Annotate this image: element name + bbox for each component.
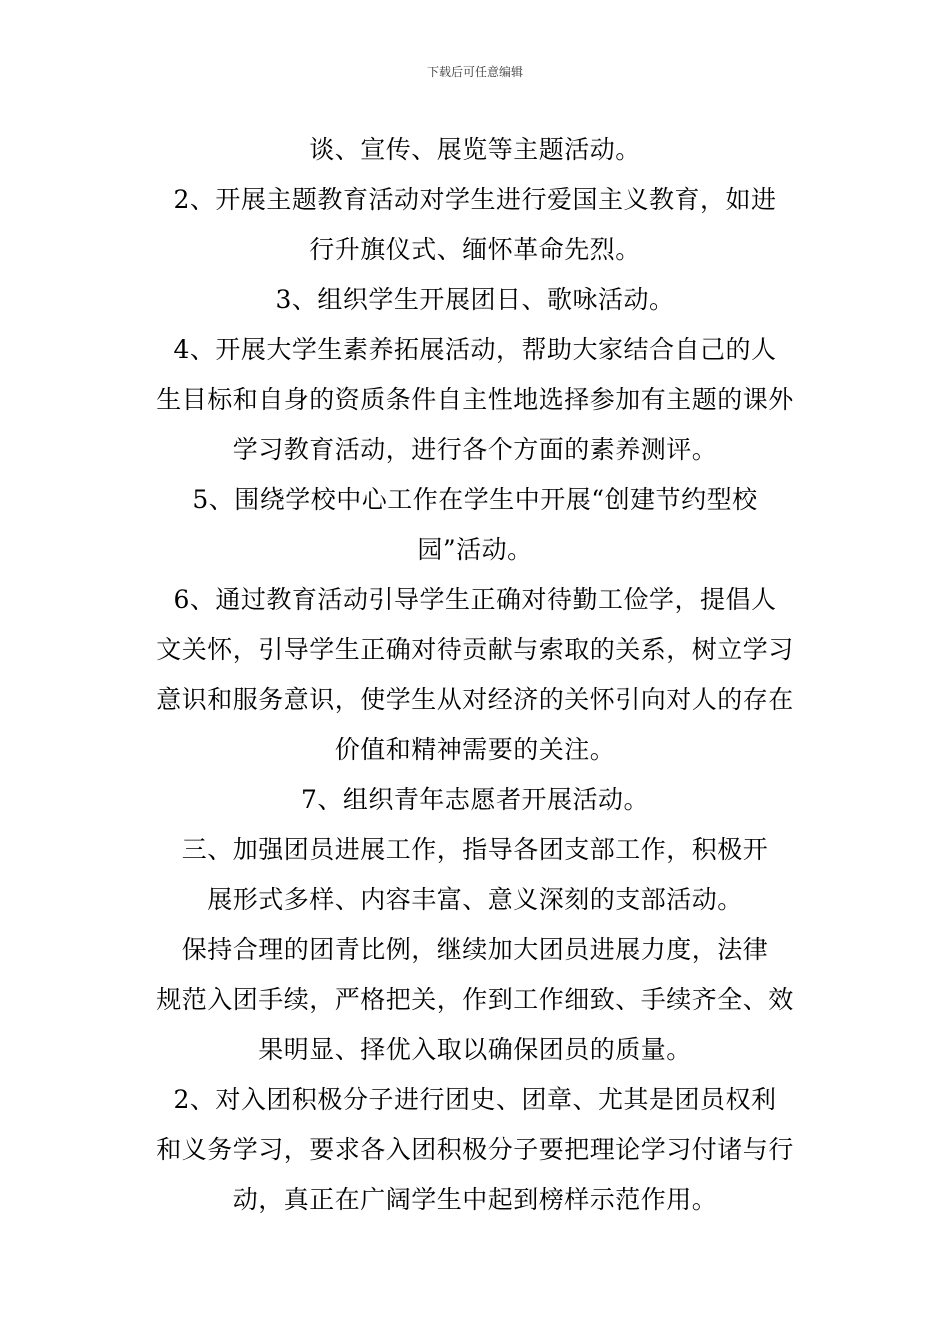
text-line: 保持合理的团青比例，继续加大团员进展力度，法律: [181, 935, 769, 964]
text-line: 展形式多样、内容丰富、意义深刻的支部活动。: [207, 885, 743, 914]
text-line: 果明显、择优入取以确保团员的质量。: [258, 1035, 692, 1064]
text-line: 文关怀，引导学生正确对待贡献与索取的关系，树立学习: [156, 635, 794, 664]
text-line: 生目标和自身的资质条件自主性地选择参加有主题的课外: [156, 385, 794, 414]
text-line: 谈、宣传、展览等主题活动。: [309, 135, 641, 164]
text-line: 7、组织青年志愿者开展活动。: [301, 785, 649, 814]
text-line: 规范入团手续，严格把关，作到工作细致、手续齐全、效: [156, 985, 794, 1014]
text-line: 园”活动。: [417, 535, 533, 564]
text-line: 5、围绕学校中心工作在学生中开展“创建节约型校: [192, 485, 758, 514]
text-line: 2、对入团积极分子进行团史、团章、尤其是团员权利: [173, 1085, 777, 1114]
text-line: 意识和服务意识，使学生从对经济的关怀引向对人的存在: [156, 685, 794, 714]
text-line: 三、加强团员进展工作，指导各团支部工作，积极开: [181, 835, 769, 864]
text-line: 2、开展主题教育活动对学生进行爱国主义教育，如进: [173, 185, 777, 214]
text-line: 3、组织学生开展团日、歌咏活动。: [275, 285, 675, 314]
page-header: 下载后可任意编辑: [426, 65, 523, 79]
document-body: [150, 125, 800, 1225]
text-line: 6、通过教育活动引导学生正确对待勤工俭学，提倡人: [173, 585, 777, 614]
text-line: 和义务学习，要求各入团积极分子要把理论学习付诸与行: [156, 1135, 794, 1164]
text-line: 价值和精神需要的关注。: [334, 735, 616, 764]
text-line: 行升旗仪式、缅怀革命先烈。: [309, 235, 641, 264]
text-line: 动，真正在广阔学生中起到榜样示范作用。: [232, 1185, 718, 1214]
text-line: 4、开展大学生素养拓展活动，帮助大家结合自己的人: [173, 335, 777, 364]
text-line: 学习教育活动，进行各个方面的素养测评。: [232, 435, 718, 464]
